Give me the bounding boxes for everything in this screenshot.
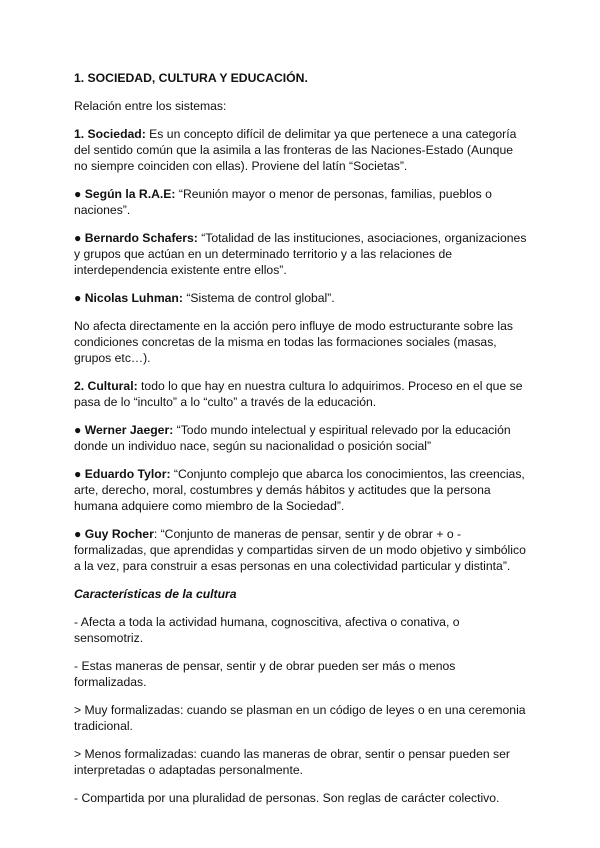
paragraph-text: “Sistema de control global”. [182, 291, 335, 305]
paragraph-text: “Todo mundo intelectual y espiritual relevado por la educación donde un individuo nace, según su nacionalidad o posición social” [74, 423, 511, 453]
paragraph-tylor [74, 466, 528, 514]
paragraph-text: No afecta directamente en la acción pero influye de modo estructurante sobre las condiciones concretas de la misma en todas las formaciones sociales (masas, grupos etc…). [74, 319, 513, 365]
paragraph-label: 1. Sociedad: [74, 127, 146, 141]
paragraph-label: ● Nicolas Luhman: [74, 291, 183, 305]
paragraph-luhman [74, 290, 528, 306]
paragraph-label: ● Eduardo Tylor: [74, 467, 171, 481]
document-title: 1. SOCIEDAD, CULTURA Y EDUCACIÓN. [74, 71, 308, 85]
paragraph-label: ● Bernardo Schafers: [74, 231, 198, 245]
paragraph-label: ● Según la R.A.E: [74, 187, 176, 201]
paragraph-text: “Conjunto complejo que abarca los conocimientos, las creencias, arte, derecho, moral, costumbres y demás hábitos y actitudes que la persona humana adquiere como miembro de la Sociedad”. [74, 467, 525, 513]
paragraph-rocher [74, 526, 528, 574]
paragraph-jaeger [74, 422, 528, 454]
paragraph-label: 2. Cultural: [74, 379, 138, 393]
paragraph-schafers [74, 230, 528, 278]
list-item: > Menos formalizadas: cuando las maneras de obrar, sentir o pensar pueden ser interpretadas o adaptadas personalmente. [74, 747, 510, 777]
paragraph-label: ● Guy Rocher [74, 527, 154, 541]
section-subheading: Características de la cultura [74, 587, 237, 601]
paragraph-text: “Totalidad de las instituciones, asociaciones, organizaciones y grupos que actúan en un determinado territorio y a las relaciones de interdependencia existente entre ellos”. [74, 231, 527, 277]
paragraph-no-afecta [74, 318, 528, 366]
list-item: - Afecta a toda la actividad humana, cognoscitiva, afectiva o conativa, o sensomotriz. [74, 615, 460, 645]
intro-text: Relación entre los sistemas: [74, 99, 227, 113]
paragraph-text: : “Conjunto de maneras de pensar, sentir y de obrar + o - formalizadas, que aprendidas y compartidas sirven de un modo objetivo y simbólico a la vez, para construir a esas personas en una colectividad particular y distinta”. [74, 527, 526, 573]
list-item: - Compartida por una pluralidad de personas. Son reglas de carácter colectivo. [74, 791, 500, 805]
paragraph-rae [74, 186, 528, 218]
paragraph-text: “Reunión mayor o menor de personas, familias, pueblos o naciones”. [74, 187, 492, 217]
paragraph-text: Es un concepto difícil de delimitar ya que pertenece a una categoría del sentido común que la asimila a las fronteras de las Naciones-Estado (Aunque no siempre coinciden con ellas). Proviene del latín “Societas”. [74, 127, 517, 173]
paragraph-text: todo lo que hay en nuestra cultura lo adquirimos. Proceso en el que se pasa de lo “inculto” a lo “culto” a través de la educación. [74, 379, 523, 409]
paragraph-label: ● Werner Jaeger: [74, 423, 174, 437]
list-item: - Estas maneras de pensar, sentir y de obrar pueden ser más o menos formalizadas. [74, 659, 456, 689]
paragraph-cultural [74, 378, 528, 410]
list-item: > Muy formalizadas: cuando se plasman en un código de leyes o en una ceremonia tradicional. [74, 703, 526, 733]
paragraph-sociedad [74, 126, 528, 174]
